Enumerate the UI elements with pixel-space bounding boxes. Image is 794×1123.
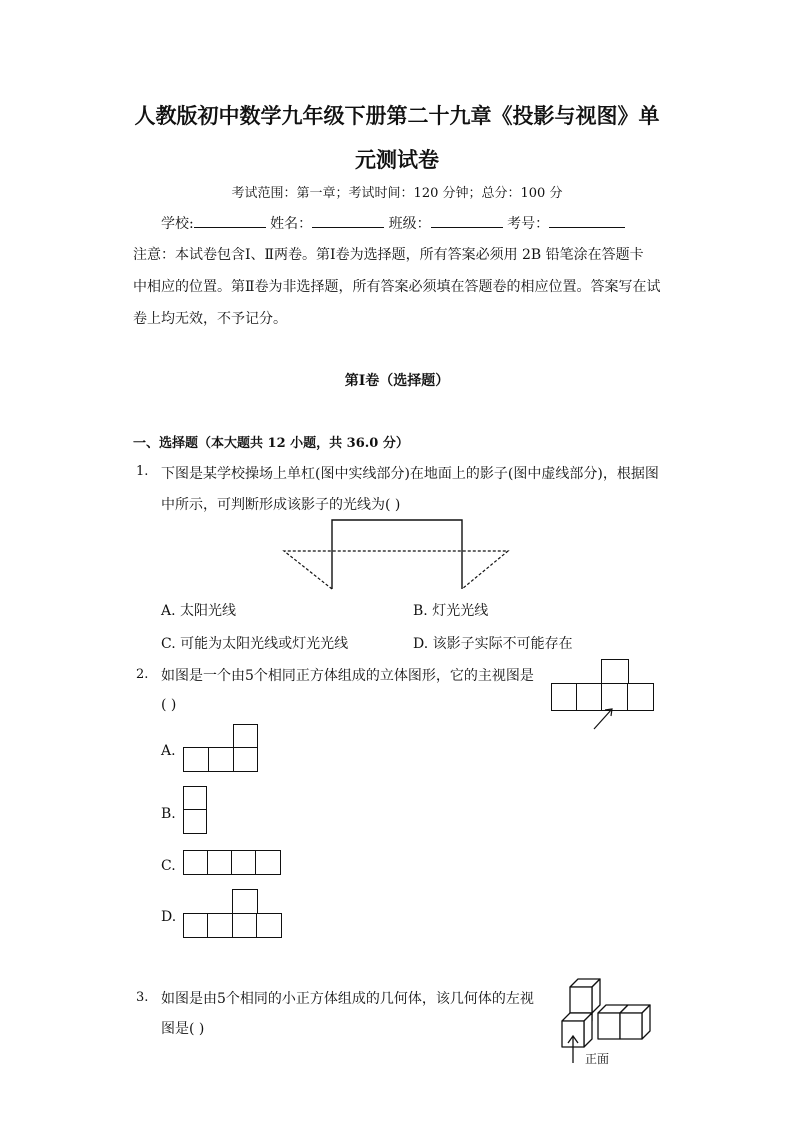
question-2-option-b-label[interactable]: B.	[161, 806, 176, 822]
exam-info: 考试范围：第一章；考试时间：120 分钟；总分：100 分	[231, 186, 563, 201]
section-title: 一、选择题（本大题共 12 小题，共 36.0 分）	[133, 436, 409, 451]
question-2-option-a-figure[interactable]	[183, 724, 263, 774]
question-2-option-c-figure[interactable]	[183, 850, 283, 878]
school-blank[interactable]	[194, 213, 266, 228]
question-2-option-c-label[interactable]: C.	[161, 858, 176, 874]
student-info-row	[161, 213, 625, 233]
question-2-number: 2.	[136, 667, 149, 682]
question-1-line1: 下图是某学校操场上单杠(图中实线部分)在地面上的影子(图中虚线部分)，根据图	[161, 466, 659, 482]
class-blank[interactable]	[431, 213, 503, 228]
question-1-option-c[interactable]: C. 可能为太阳光线或灯光光线	[161, 636, 349, 652]
page-title-line2: 元测试卷	[355, 147, 439, 172]
question-2-option-b-figure[interactable]	[183, 786, 213, 836]
question-1-option-b[interactable]: B. 灯光光线	[413, 603, 489, 619]
horizontal-bar-shadow-figure	[280, 515, 510, 595]
volume-title: 第Ⅰ卷（选择题）	[344, 373, 450, 389]
question-2-option-d-label[interactable]: D.	[161, 909, 177, 925]
question-2-line1: 如图是一个由5个相同正方体组成的立体图形，它的主视图是	[161, 668, 534, 684]
question-3-line2: 图是( )	[161, 1021, 205, 1037]
question-2-solid-figure	[550, 659, 660, 729]
question-1-option-a[interactable]: A. 太阳光线	[161, 603, 237, 619]
class-label: 班级：	[388, 216, 431, 232]
question-2-option-d-figure[interactable]	[183, 889, 283, 941]
page-title-line1: 人教版初中数学九年级下册第二十九章《投影与视图》单	[134, 103, 660, 128]
view-arrow-icon	[592, 703, 622, 733]
question-2-option-a-label[interactable]: A.	[161, 743, 176, 759]
notice-line3: 卷上均无效，不予记分。	[133, 311, 287, 327]
notice-line2: 中相应的位置。第Ⅱ卷为非选择题，所有答案必须填在答题卷的相应位置。答案写在试	[133, 279, 661, 295]
question-3-number: 3.	[136, 990, 149, 1005]
school-label: 学校:	[161, 216, 194, 232]
notice-line1: 注意：本试卷包含Ⅰ、Ⅱ两卷。第Ⅰ卷为选择题，所有答案必须用 2B 铅笔涂在答题卡	[133, 247, 644, 263]
question-3-solid-figure	[558, 975, 662, 1067]
number-label: 考号：	[507, 216, 550, 232]
question-1-option-d[interactable]: D. 该影子实际不可能存在	[413, 636, 573, 652]
question-2-line2: ( )	[161, 697, 177, 713]
question-1-number: 1.	[136, 464, 149, 479]
name-blank[interactable]	[312, 213, 384, 228]
number-blank[interactable]	[549, 213, 625, 228]
question-1-line2: 中所示，可判断形成该影子的光线为( )	[161, 497, 401, 513]
question-3-line1: 如图是由5个相同的小正方体组成的几何体，该几何体的左视	[161, 991, 534, 1007]
name-label: 姓名：	[270, 216, 313, 232]
front-view-label: 正面	[585, 1052, 610, 1066]
